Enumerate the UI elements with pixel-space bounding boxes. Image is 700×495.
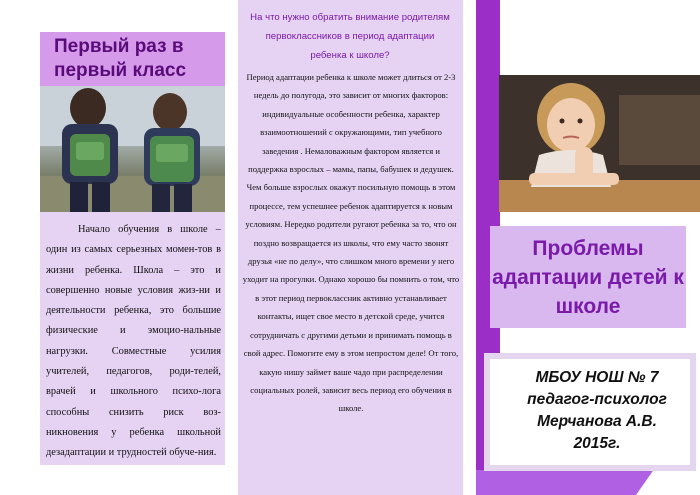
girl-at-desk-illustration bbox=[499, 75, 700, 212]
brochure-title: Проблемы адаптации детей к школе bbox=[490, 226, 686, 328]
author-info-box bbox=[484, 353, 696, 471]
left-panel-text: Начало обучения в школе – один из самых серьезных момен-тов в жизни ребенка. Школа – это и совершенно новые условия жиз-ни и деятельности ребенка, это большие физические и эмоцио-нальные нагрузки. Совместные усилия учителей, педагогов, роди-телей, врачей и школьного психо-лога способны снизить риск воз-никновения у ребенка школьной дезадаптации и трудностей обуче-ния. bbox=[46, 224, 221, 459]
author-name: Мерчанова А.В. bbox=[537, 413, 657, 430]
middle-panel-heading: На что нужно обратить внимание родителям первоклассников в период адаптации ребенка к школе? bbox=[250, 12, 450, 61]
middle-panel bbox=[238, 0, 463, 495]
middle-panel-text: Период адаптации ребенка к школе может длиться от 2-3 недель до полугода, это зависит от многих факторов: индивидуальные особенности ребенка, характер взаимоотношений с окружающими, тип учебного заведения . Немаловажным фактором является и поддержка взрослых – мамы, папы, бабушек и дедушек. Чем больше взрослых окажут посильную помощь в этом процессе, тем успешнее ребенок адаптируется к новым условиям. Нередко родители ругают ребенка за то, что он поздно возвращается из школы, что ему часто звонят друзья «не по делу», что слишком много времени у него уходит на прогулки. Однако хорошо бы помнить о том, что в этот период первоклассник активно устанавливает контакты, ищет свое место в детской среде, учится сотрудничать с другими детьми и принимать помощь в свой адрес. Помогите ему в этом непростом деле! От того, какую нишу займет ваше чадо при распределении социальных ролей, зависит весь период его обучения в школе. bbox=[242, 72, 460, 414]
left-panel-title: Первый раз в первый класс bbox=[40, 32, 225, 86]
publication-year: 2015г. bbox=[573, 435, 621, 452]
left-panel bbox=[40, 32, 225, 465]
right-panel bbox=[476, 0, 700, 495]
children-backpacks-photo bbox=[40, 86, 225, 212]
author-role: педагог-психолог bbox=[527, 391, 667, 408]
girl-at-desk-photo bbox=[499, 75, 700, 212]
children-backpacks-illustration bbox=[40, 86, 225, 212]
school-name: МБОУ НОШ № 7 bbox=[535, 369, 659, 386]
